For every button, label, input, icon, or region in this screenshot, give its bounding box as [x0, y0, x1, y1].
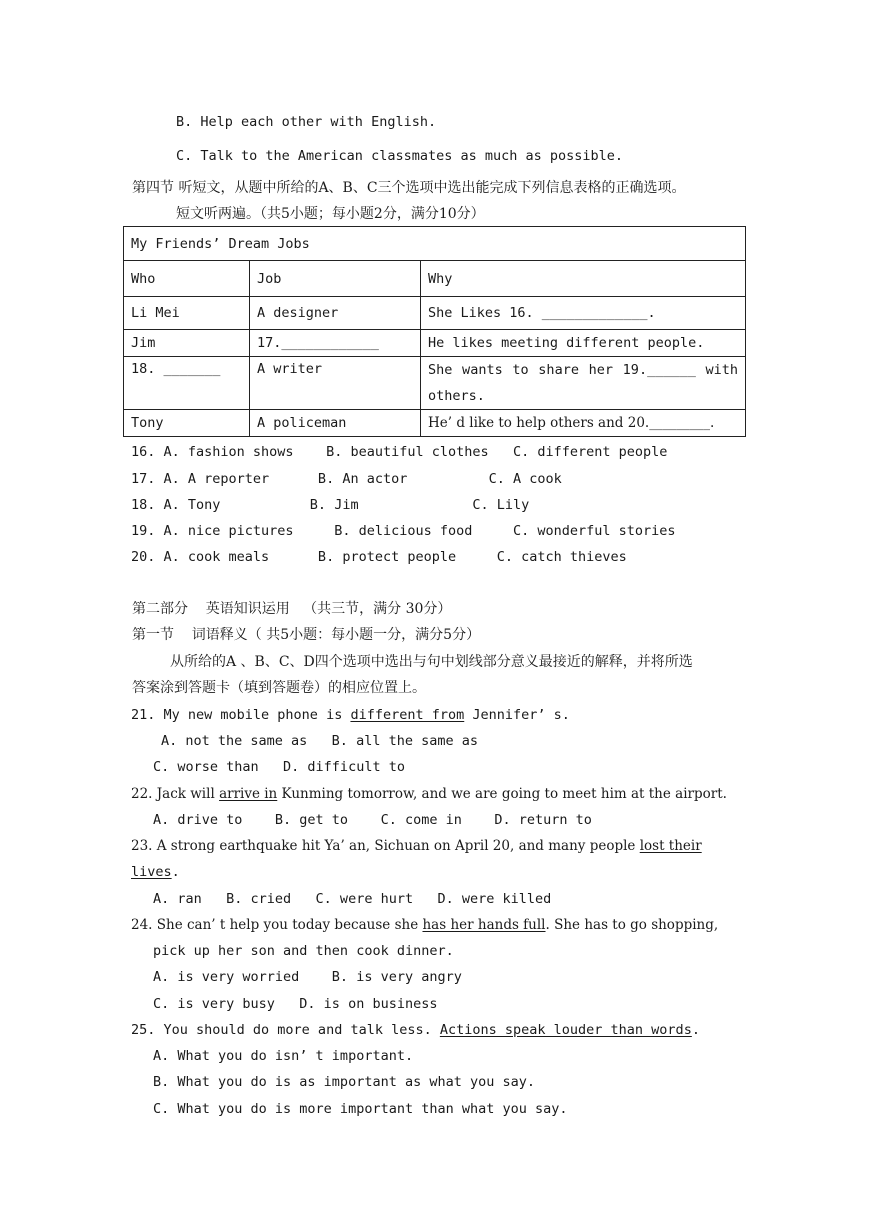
- underlined-phrase: Actions speak louder than words: [439, 1022, 692, 1038]
- question-21: [131, 706, 570, 724]
- underlined-phrase: lives: [131, 864, 172, 880]
- table-title: My Friends’ Dream Jobs: [124, 227, 746, 261]
- question-text: Kunming tomorrow, and we are going to meet him at the airport.: [277, 786, 727, 802]
- question-21-options: C. worse than D. difficult to: [153, 759, 405, 775]
- table-header-row: [124, 261, 746, 297]
- underlined-phrase: arrive in: [219, 786, 278, 802]
- section4-heading: 第四节 听短文，从题中所给的A、B、C三个选项中选出能完成下列信息表格的正确选项。: [132, 180, 686, 196]
- question-text: 22. Jack will: [131, 786, 220, 802]
- cell-why: He’ d like to help others and 20._________.: [421, 410, 746, 437]
- question-24: [131, 916, 718, 934]
- question-text: Jennifer’ s.: [464, 707, 570, 723]
- question-22-options: A. drive to B. get to C. come in D. return to: [153, 812, 592, 828]
- option-line: 18. A. Tony B. Jim C. Lily: [131, 497, 530, 513]
- cell-who: Tony: [124, 410, 250, 437]
- cell-job: A writer: [250, 357, 421, 410]
- table-row: [124, 357, 746, 410]
- question-23-continued: [131, 863, 180, 881]
- option-line: 16. A. fashion shows B. beautiful clothes C. different people: [131, 444, 668, 460]
- question-25-option-a: A. What you do isn’ t important.: [153, 1048, 414, 1064]
- cell-job: 17.____________: [250, 330, 421, 357]
- instruction-line: 答案涂到答题卡（填到答题卷）的相应位置上。: [132, 680, 426, 696]
- cell-who: 18. _______: [124, 357, 250, 410]
- part2-heading: 第二部分 英语知识运用 （共三节，满分 30分）: [132, 601, 452, 617]
- question-24-options: A. is very worried B. is very angry: [153, 969, 462, 985]
- option-line: 20. A. cook meals B. protect people C. catch thieves: [131, 549, 627, 565]
- option-line: 19. A. nice pictures B. delicious food C. wonderful stories: [131, 523, 676, 539]
- question-23: [131, 837, 702, 855]
- dream-jobs-table: [123, 226, 746, 437]
- table-row: [124, 330, 746, 357]
- question-25-option-c: C. What you do is more important than what you say.: [153, 1101, 568, 1117]
- underlined-phrase: lost their: [639, 838, 702, 854]
- question-text: 25. You should do more and talk less.: [131, 1022, 440, 1038]
- question-text: 24. She can’ t help you today because she: [131, 917, 423, 933]
- underlined-phrase: has her hands full: [422, 917, 546, 933]
- question-text: .: [691, 1022, 700, 1038]
- question-24-continued: pick up her son and then cook dinner.: [153, 943, 454, 959]
- question-text: 23. A strong earthquake hit Ya’ an, Sichuan on April 20, and many people: [131, 838, 640, 854]
- table-row: [124, 297, 746, 330]
- prev-option-b: B. Help each other with English.: [176, 114, 437, 130]
- question-25-option-b: B. What you do is as important as what you say.: [153, 1074, 536, 1090]
- section4-subheading: 短文听两遍。（共5小题；每小题2分，满分10分）: [176, 206, 485, 222]
- question-25: [131, 1021, 700, 1039]
- cell-job: A designer: [250, 297, 421, 330]
- prev-option-c: C. Talk to the American classmates as much as possible.: [176, 148, 624, 164]
- underlined-phrase: different from: [350, 707, 465, 723]
- question-22: [131, 785, 727, 803]
- question-text: 21. My new mobile phone is: [131, 707, 351, 723]
- question-23-options: A. ran B. cried C. were hurt D. were killed: [153, 891, 552, 907]
- option-line: 17. A. A reporter B. An actor C. A cook: [131, 471, 562, 487]
- cell-job: A policeman: [250, 410, 421, 437]
- header-job: Job: [250, 261, 421, 297]
- instruction-line: 从所给的A 、B、C、D四个选项中选出与句中划线部分意义最接近的解释，并将所选: [170, 654, 693, 670]
- question-text: . She has to go shopping,: [545, 917, 719, 933]
- cell-why: She wants to share her 19.______ with others.: [421, 357, 746, 410]
- table-title-row: [124, 227, 746, 261]
- header-who: Who: [124, 261, 250, 297]
- question-24-options: C. is very busy D. is on business: [153, 996, 438, 1012]
- cell-who: Li Mei: [124, 297, 250, 330]
- header-why: Why: [421, 261, 746, 297]
- section1-heading: 第一节 词语释义（ 共5小题：每小题一分，满分5分）: [132, 627, 481, 643]
- cell-why: She Likes 16. _____________.: [421, 297, 746, 330]
- cell-who: Jim: [124, 330, 250, 357]
- question-text: .: [171, 864, 180, 880]
- cell-why: He likes meeting different people.: [421, 330, 746, 357]
- table-row: [124, 410, 746, 437]
- question-21-options: A. not the same as B. all the same as: [161, 733, 478, 749]
